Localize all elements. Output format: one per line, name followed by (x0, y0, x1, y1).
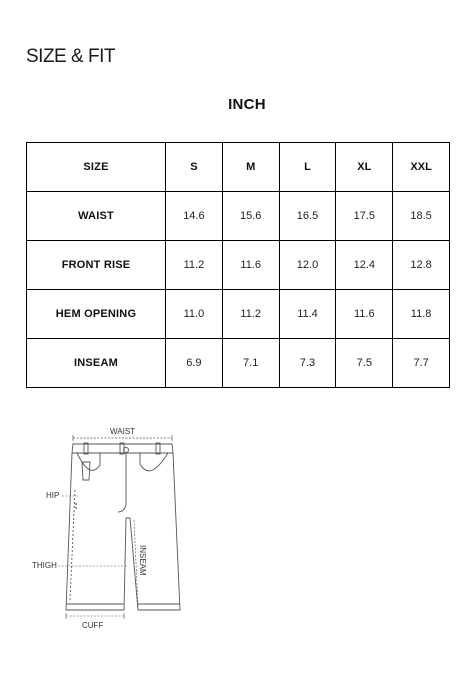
shorts-outline (66, 443, 180, 610)
inseam-label: INSEAM (138, 545, 147, 576)
table-cell: 11.6 (336, 290, 393, 339)
table-cell: 12.8 (393, 241, 450, 290)
table-cell: 11.8 (393, 290, 450, 339)
table-cell: 12.4 (336, 241, 393, 290)
table-cell: 14.6 (166, 192, 223, 241)
row-label: WAIST (27, 192, 166, 241)
table-cell: 16.5 (279, 192, 336, 241)
row-label: HEM OPENING (27, 290, 166, 339)
table-cell: 7.3 (279, 339, 336, 388)
table-row (27, 339, 450, 388)
inseam-measure-line (134, 520, 138, 606)
table-cell: 15.6 (222, 192, 279, 241)
header-cell-size: SIZE (27, 143, 166, 192)
table-cell: 11.6 (222, 241, 279, 290)
table-cell: 7.1 (222, 339, 279, 388)
thigh-label: THIGH (32, 561, 57, 570)
table-row (27, 241, 450, 290)
page-title: SIZE & FIT (26, 46, 115, 67)
table-cell: 11.2 (222, 290, 279, 339)
header-cell-xxl: XXL (393, 143, 450, 192)
size-chart-table (26, 142, 450, 388)
table-cell: 7.5 (336, 339, 393, 388)
header-cell-m: M (222, 143, 279, 192)
header-cell-l: L (279, 143, 336, 192)
table-cell: 11.0 (166, 290, 223, 339)
table-cell: 11.4 (279, 290, 336, 339)
hip-label: HIP (46, 491, 60, 500)
table-cell: 18.5 (393, 192, 450, 241)
table-row (27, 192, 450, 241)
table-cell: 11.2 (166, 241, 223, 290)
header-cell-s: S (166, 143, 223, 192)
table-cell: 17.5 (336, 192, 393, 241)
table-cell: 12.0 (279, 241, 336, 290)
unit-title: INCH (228, 96, 266, 113)
shorts-measurement-diagram (20, 420, 200, 640)
table-cell: 7.7 (393, 339, 450, 388)
table-cell: 6.9 (166, 339, 223, 388)
table-header-row (27, 143, 450, 192)
header-cell-xl: XL (336, 143, 393, 192)
row-label: INSEAM (27, 339, 166, 388)
cuff-label: CUFF (82, 621, 104, 630)
table-row (27, 290, 450, 339)
row-label: FRONT RISE (27, 241, 166, 290)
waist-label: WAIST (110, 427, 136, 436)
